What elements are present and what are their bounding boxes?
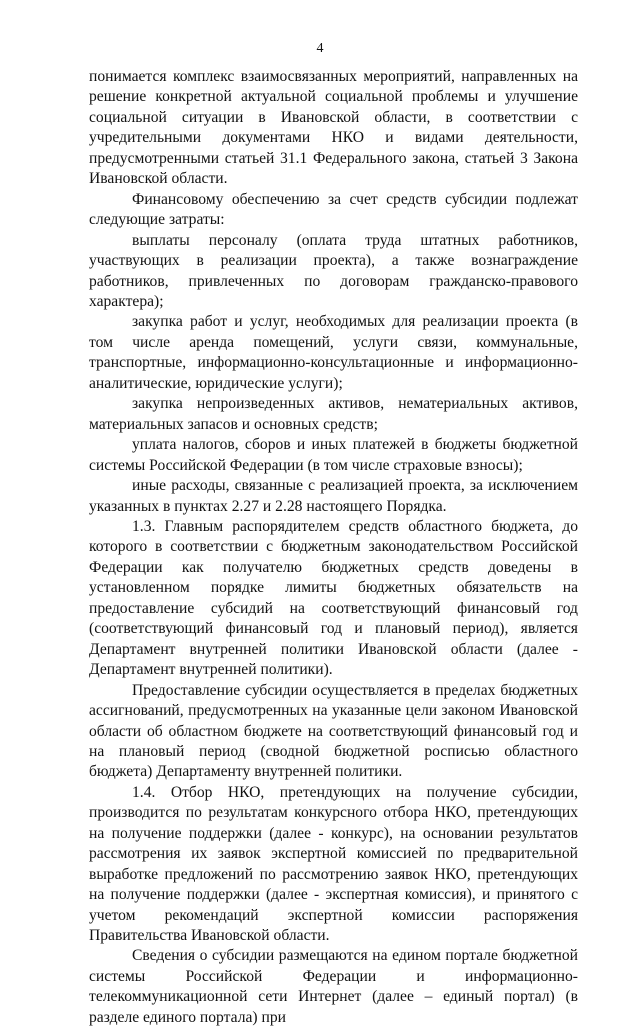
paragraph-4: закупка работ и услуг, необходимых для реализации проекта (в том числе аренда помещений, услуги связи, коммунальные, транспортные, информационно-консультационные и информационно-аналитические, юридические услуги);	[89, 313, 578, 392]
paragraph-7: иные расходы, связанные с реализацией проекта, за исключением указанных в пунктах 2.27 и 2.28 настоящего Порядка.	[89, 477, 578, 515]
paragraph-3: выплаты персоналу (оплата труда штатных работников, участвующих в реализации проекта), а также вознаграждение работников, привлеченных по договорам гражданско-правового характера);	[89, 231, 578, 310]
paragraph-9: Предоставление субсидии осуществляется в пределах бюджетных ассигнований, предусмотренных на указанные цели законом Ивановской области об областном бюджете на соответствующий финансовый год и на плановый период (сводной бюджетной росписью областного бюджета) Департаменту внутренней политики.	[89, 681, 578, 781]
page-number: 4	[316, 41, 324, 56]
paragraph-2: Финансовому обеспечению за счет средств субсидии подлежат следующие затраты:	[89, 190, 578, 229]
paragraph-5: закупка непроизведенных активов, нематериальных активов, материальных запасов и основных средств;	[89, 395, 578, 433]
paragraph-1: понимается комплекс взаимосвязанных мероприятий, направленных на решение конкретной актуальной социальной проблемы и улучшение социальной ситуации в Ивановской области, в соответствии с учредительными документами НКО и видами деятельности, предусмотренными статьей 31.1 Федерального закона, статьей 3 Закона Ивановской области.	[89, 68, 578, 188]
paragraph-10: 1.4. Отбор НКО, претендующих на получение субсидии, производится по результатам конкурсного отбора НКО, претендующих на получение поддержки (далее - конкурс), на основании результатов рассмотрения их заявок экспертной комиссией по предварительной выработке предложений по рассмотрению заявок НКО, претендующих на получение поддержки (далее - экспертная комиссия), и принятого с учетом рекомендаций экспертной комиссии распоряжения Правительства Ивановской области.	[89, 783, 578, 945]
paragraph-11: Сведения о субсидии размещаются на едином портале бюджетной системы Российской Федерации и информационно-телекоммуникационной сети Интернет (далее – единый портал) (в разделе единого портала) при	[89, 947, 578, 1026]
document-body	[89, 67, 578, 1028]
paragraph-6: уплата налогов, сборов и иных платежей в бюджеты бюджетной системы Российской Федерации (в том числе страховые взносы);	[89, 436, 578, 474]
paragraph-8: 1.3. Главным распорядителем средств областного бюджета, до которого в соответствии с бюджетным законодательством Российской Федерации как получателю бюджетных средств доведены в установленном порядке лимиты бюджетных обязательств на предоставление субсидий на соответствующий финансовый год (соответствующий финансовый год и плановый период), является Департамент внутренней политики Ивановской области (далее - Департамент внутренней политики).	[89, 517, 578, 679]
